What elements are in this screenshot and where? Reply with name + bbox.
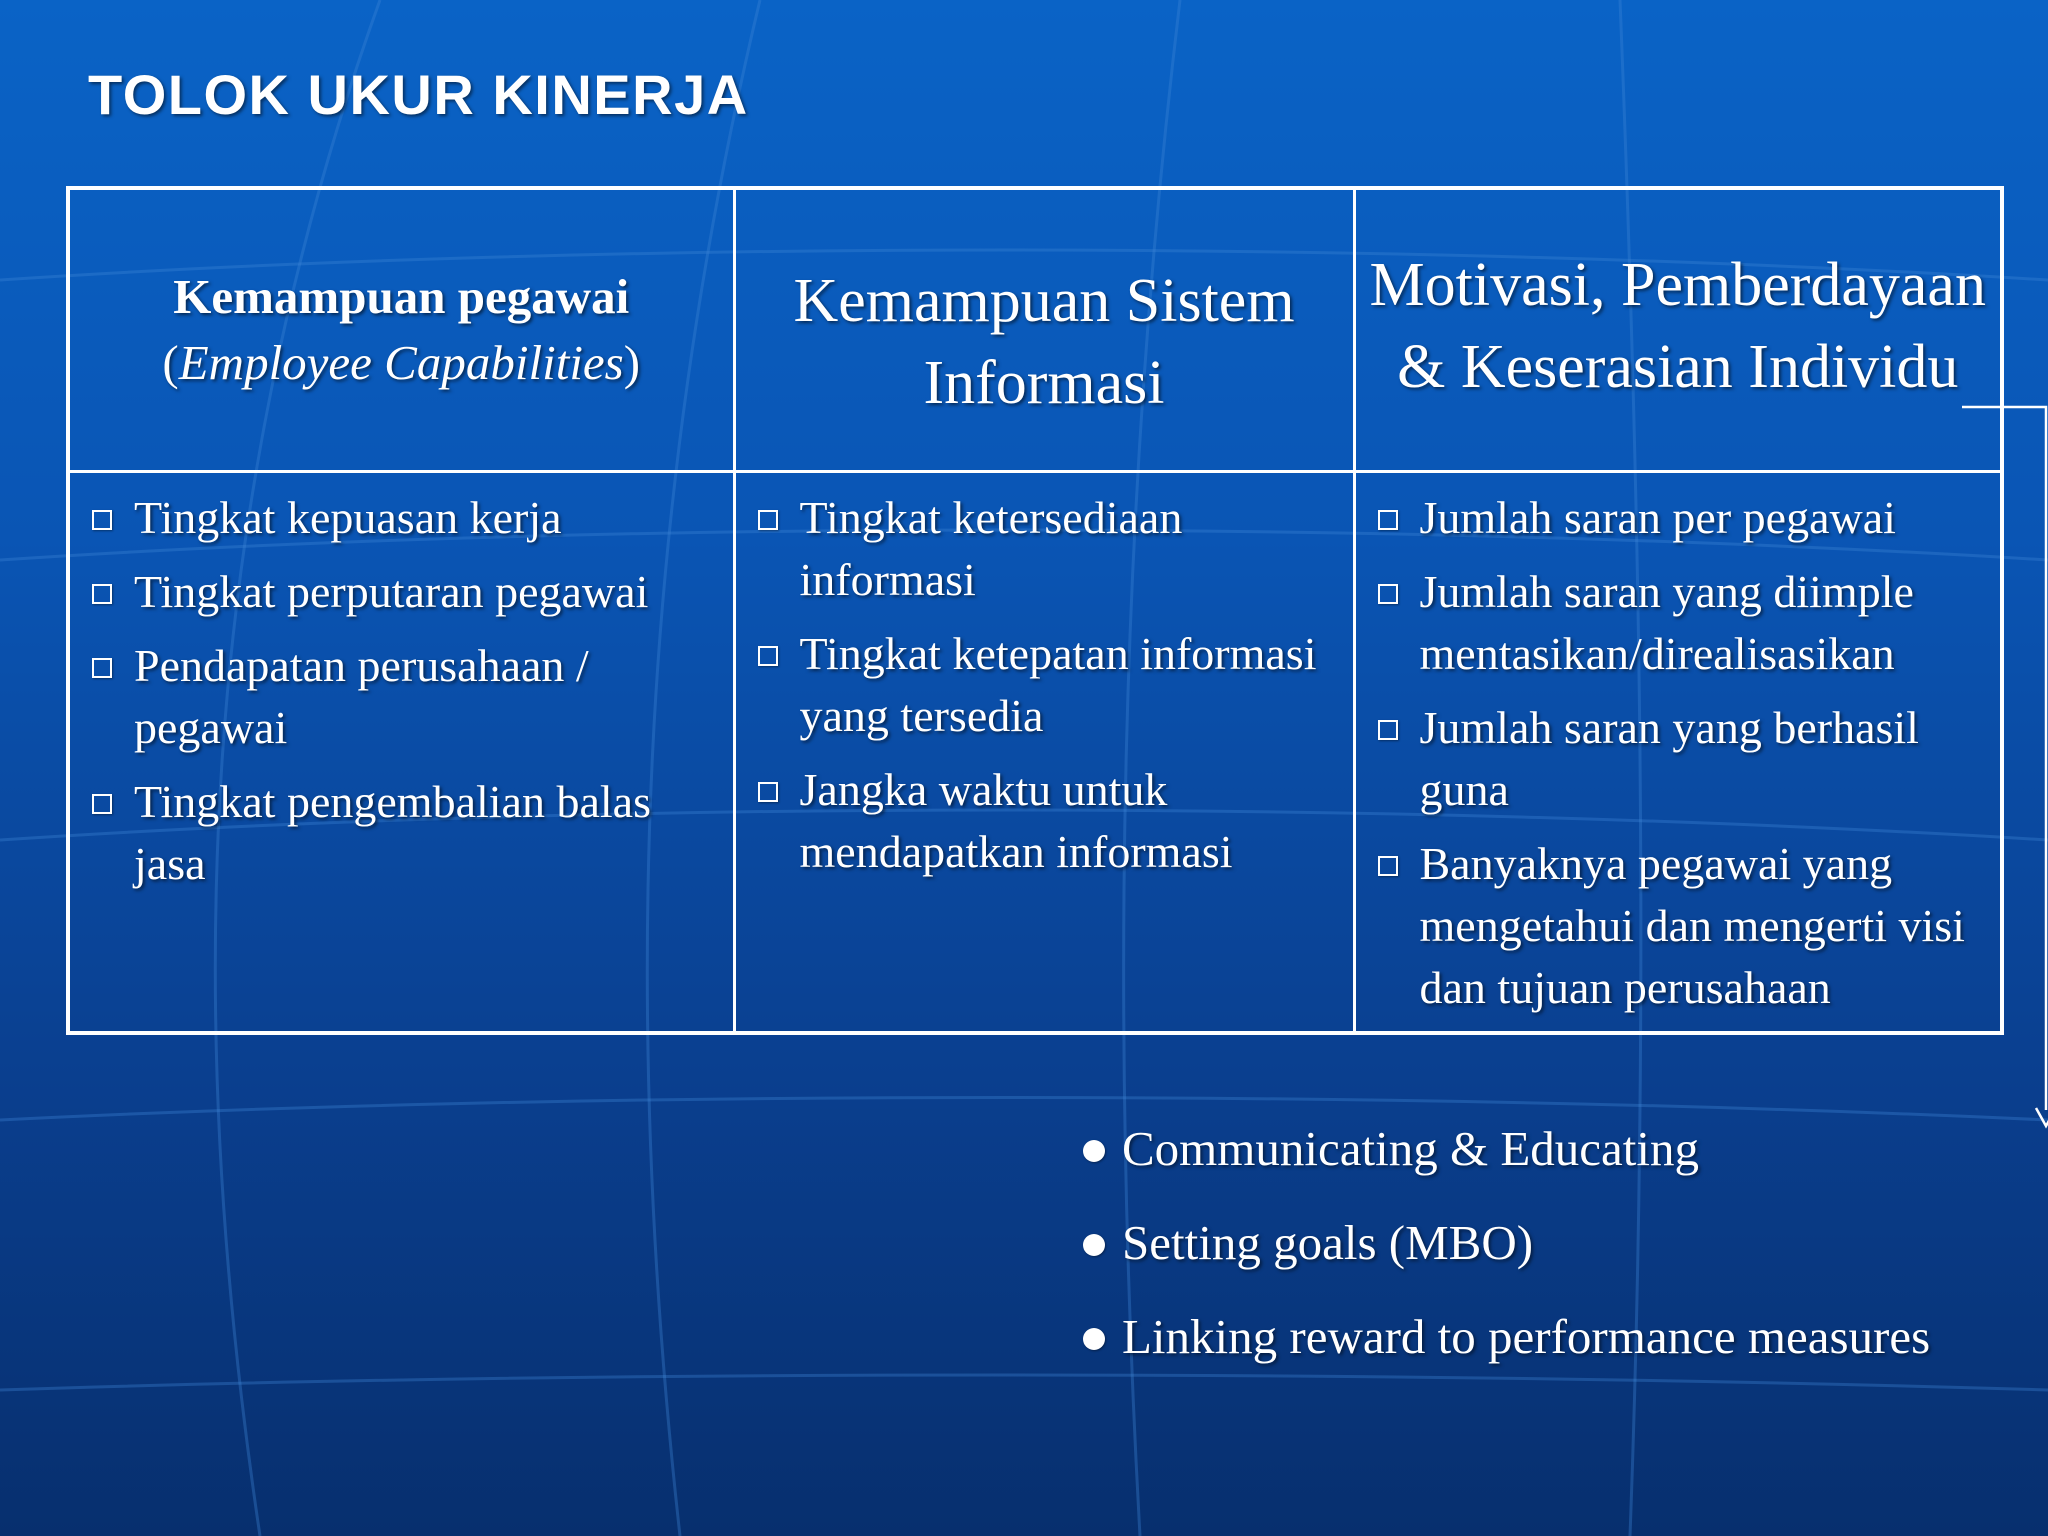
header-motivation (1354, 188, 2002, 472)
bullet-item: Linking reward to performance measures (1080, 1306, 1930, 1368)
cell-motivation (1354, 472, 2002, 1034)
slide-title: TOLOK UKUR KINERJA (88, 63, 749, 126)
checkbox-square-icon (92, 658, 112, 678)
information-system-list (736, 473, 1353, 883)
list-item: Jangka waktu untuk mendapatkan informasi (758, 759, 1347, 883)
header-information-system-text: Kemampuan Sistem Informasi (793, 267, 1295, 417)
checkbox-square-icon (1378, 584, 1398, 604)
bullet-dot-icon (1083, 1140, 1105, 1162)
table-header-row (68, 188, 2002, 472)
bullet-item: Setting goals (MBO) (1080, 1212, 1930, 1274)
list-item: Pendapatan perusahaan / pegawai (92, 635, 727, 759)
open-paren: ( (162, 335, 179, 390)
header-information-system (734, 188, 1354, 472)
list-item: Tingkat kepuasan kerja (92, 487, 727, 549)
list-item: Jumlah saran per pegawai (1378, 487, 1995, 549)
checkbox-square-icon (758, 510, 778, 530)
header-employee-capabilities (68, 188, 734, 472)
checkbox-square-icon (1378, 856, 1398, 876)
checkbox-square-icon (1378, 720, 1398, 740)
cell-information-system (734, 472, 1354, 1034)
list-item: Tingkat perputaran pegawai (92, 561, 727, 623)
header-employee-capabilities-title: Kemampuan pegawai (173, 269, 630, 324)
close-paren: ) (623, 335, 641, 390)
checkbox-square-icon (92, 584, 112, 604)
cell-employee-capabilities (68, 472, 734, 1034)
kpi-table (66, 186, 2004, 1035)
motivation-list (1356, 473, 2001, 1019)
list-item: Tingkat ketersediaan informasi (758, 487, 1347, 611)
list-item: Banyaknya pegawai yang mengetahui dan mengerti visi dan tujuan perusahaan (1378, 833, 1995, 1019)
bullet-item: Communicating & Educating (1080, 1118, 1930, 1180)
table-body-row (68, 472, 2002, 1034)
checkbox-square-icon (758, 646, 778, 666)
header-employee-capabilities-subtitle: Employee Capabilities (178, 335, 624, 390)
checkbox-square-icon (92, 794, 112, 814)
checkbox-square-icon (1378, 510, 1398, 530)
checkbox-square-icon (758, 782, 778, 802)
bullet-dot-icon (1083, 1328, 1105, 1350)
action-bullets (1080, 1118, 1930, 1400)
checkbox-square-icon (92, 510, 112, 530)
list-item: Tingkat ketepatan informasi yang tersedia (758, 623, 1347, 747)
list-item: Jumlah saran yang diimple mentasikan/direalisasikan (1378, 561, 1995, 685)
list-item: Jumlah saran yang berhasil guna (1378, 697, 1995, 821)
bullet-dot-icon (1083, 1234, 1105, 1256)
employee-capabilities-list (70, 473, 733, 895)
header-motivation-text: Motivasi, Pemberdayaan & Keserasian Individu (1369, 251, 1986, 401)
list-item: Tingkat pengembalian balas jasa (92, 771, 727, 895)
